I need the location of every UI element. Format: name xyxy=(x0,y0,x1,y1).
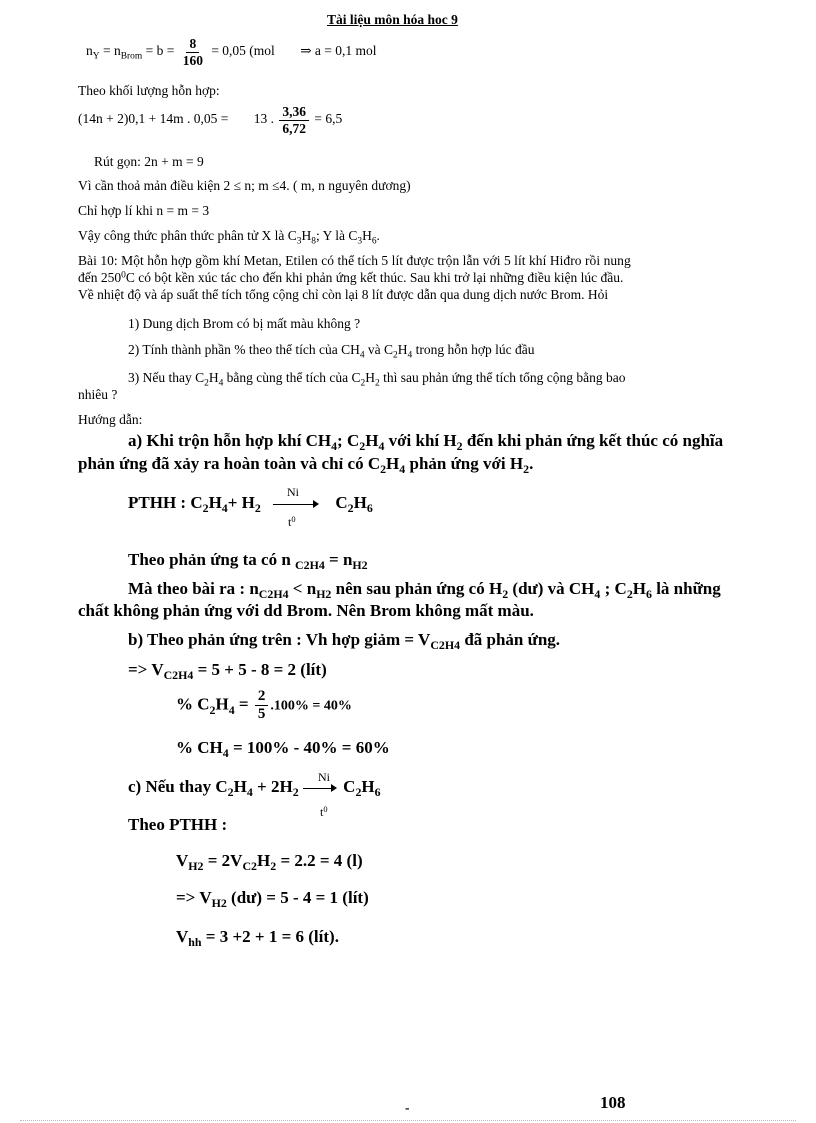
problem-10-line-3: Về nhiệt độ và áp suất thể tích tổng cộng chỉ còn lại 8 lít được dẫn qua dung dịch nước Brom. Hỏi xyxy=(78,287,609,302)
theo-pthh-label: Theo PTHH : xyxy=(128,815,228,834)
valid-solution-line: Chỉ hợp lí khi n = m = 3 xyxy=(78,203,210,218)
temperature-label: $t^0$ xyxy=(288,514,296,529)
problem-10-line-2: đến $250^0C$ có bột kền xúc tác cho đến khi phản ứng kết thúc. Sau khi trở lại những điều kiện lúc đầu. xyxy=(78,270,624,285)
document-header: Tài liệu môn hóa hoc 9 xyxy=(327,12,458,27)
solution-a-line-1: a) Khi trộn hỗn hợp khí $CH_4$; $C_2H_4$ với khí $H_2$ đến khi phản ứng kết thúc có nghĩa xyxy=(128,431,724,454)
eq-part-3: = 0,05 (mol xyxy=(207,43,275,59)
stoichiometry-line: Theo phản ứng ta có n $_{C2H4} = n_{H2}$ xyxy=(128,550,368,573)
solution-b-line-1: b) Theo phản ứng trên : Vh hợp giảm = $V_{C2H4}$ đã phản ứng. xyxy=(128,630,561,653)
problem-10-line-1: Bài 10: Một hỗn hợp gồm khí Metan, Etilen có thể tích 5 lít được trộn lẫn với 5 lít khí Hiđro rồi nung xyxy=(78,253,631,268)
simplified-equation: Rút gọn: 2n + m = 9 xyxy=(94,154,204,169)
percent-c2h4: % $C_2H_4$ = $\frac{2}{5}$ .100% = 40% xyxy=(176,688,352,723)
solution-c-equation: c) Nếu thay $C_2H_4 + 2H_2$ $C_2H_6$ xyxy=(128,777,381,800)
mass-eq-rhs: = 6,5 xyxy=(314,111,343,127)
volume-total-line: $V_{hh} = 3 +2 + 1 = 6$ (lít). xyxy=(176,927,339,950)
condition-line: Vì cần thoả mản điều kiện 2 ≤ n; m ≤4. ( m, n nguyên dương) xyxy=(78,178,411,193)
question-1: 1) Dung dịch Brom có bị mất màu không ? xyxy=(128,316,361,331)
fraction-2-5: $\frac{2}{5}$ xyxy=(255,688,269,724)
guide-heading: Hướng dẫn: xyxy=(78,412,143,427)
percent-ch4: % $CH_4 = 100\% - 40\% = 60\%$ xyxy=(176,738,390,761)
reaction-arrow xyxy=(273,499,319,509)
implies-result: ⇒ a = 0,1 mol xyxy=(300,43,377,59)
reaction-equation: PTHH : $C_2H_4+ H_2$ $C_2H_6$ xyxy=(128,493,373,516)
volume-h2-line: $V_{H2} = 2V_{C2}H_2 = 2.2 = 4$ (l) xyxy=(176,851,363,874)
solution-a-line-2: phản ứng đã xảy ra hoàn toàn và chỉ có $C_2H_4$ phản ứng với $H_2$. xyxy=(78,454,534,477)
catalyst-label: Ni xyxy=(287,485,299,499)
footer-divider xyxy=(20,1120,796,1121)
mole-calculation xyxy=(86,36,376,68)
catalyst-label-c: Ni xyxy=(318,770,330,784)
fraction-numerator: 8 xyxy=(186,36,199,53)
fraction-denominator: 160 xyxy=(182,52,203,68)
brom-subscript: Brom xyxy=(120,51,143,62)
mass-eq-mid: 13 . xyxy=(253,111,274,127)
temperature-label-c: $t^0$ xyxy=(320,804,328,819)
eq-part-2: = b = xyxy=(142,43,178,59)
question-3-line-2: nhiêu ? xyxy=(78,387,118,402)
mass-heading: Theo khối lượng hỗn hợp: xyxy=(78,83,220,98)
fraction-denominator: 6,72 xyxy=(282,120,306,136)
fraction-numerator: 3,36 xyxy=(279,104,309,121)
eq-part-1: = n xyxy=(99,43,121,59)
fraction-336-672 xyxy=(279,104,309,136)
question-2: 2) Tính thành phần % theo thể tích của $CH_4$ và $C_2H_4$ trong hỗn hợp lúc đầu xyxy=(128,342,535,361)
comparison-line-1: Mà theo bài ra : $n_{C2H4} < n_{H2}$ nên sau phản ứng có $H_2$ (dư) và $CH_4$ ; $C_2H_6$ là những xyxy=(128,579,721,602)
formula-conclusion: Vậy công thức phân thức phân tử X là $C_3H_8$; Y là $C_3H_6$. xyxy=(78,228,380,247)
question-3: 3) Nếu thay $C_2H_4$ bằng cùng thể tích của $C_2H_2$ thì sau phản ứng thể tích tổng cộng bằng bao xyxy=(128,370,626,389)
volume-h2-excess-line: => $V_{H2}$ (dư) = 5 - 4 = 1 (lít) xyxy=(176,888,369,911)
ny-symbol: n xyxy=(86,43,93,59)
page-number: 108 xyxy=(600,1093,626,1112)
ny-subscript: Y xyxy=(92,51,100,62)
mass-equation xyxy=(78,104,342,136)
mass-eq-lhs: (14n + 2)0,1 + 14m . 0,05 = xyxy=(78,111,229,127)
comparison-line-2: chất không phản ứng với dd Brom. Nên Brom không mất màu. xyxy=(78,601,534,620)
solution-b-line-2: => $V_{C2H4} = 5 + 5 - 8 = 2$ (lít) xyxy=(128,660,327,683)
footer-dash: - xyxy=(405,1100,410,1115)
fraction-8-160 xyxy=(180,36,206,68)
